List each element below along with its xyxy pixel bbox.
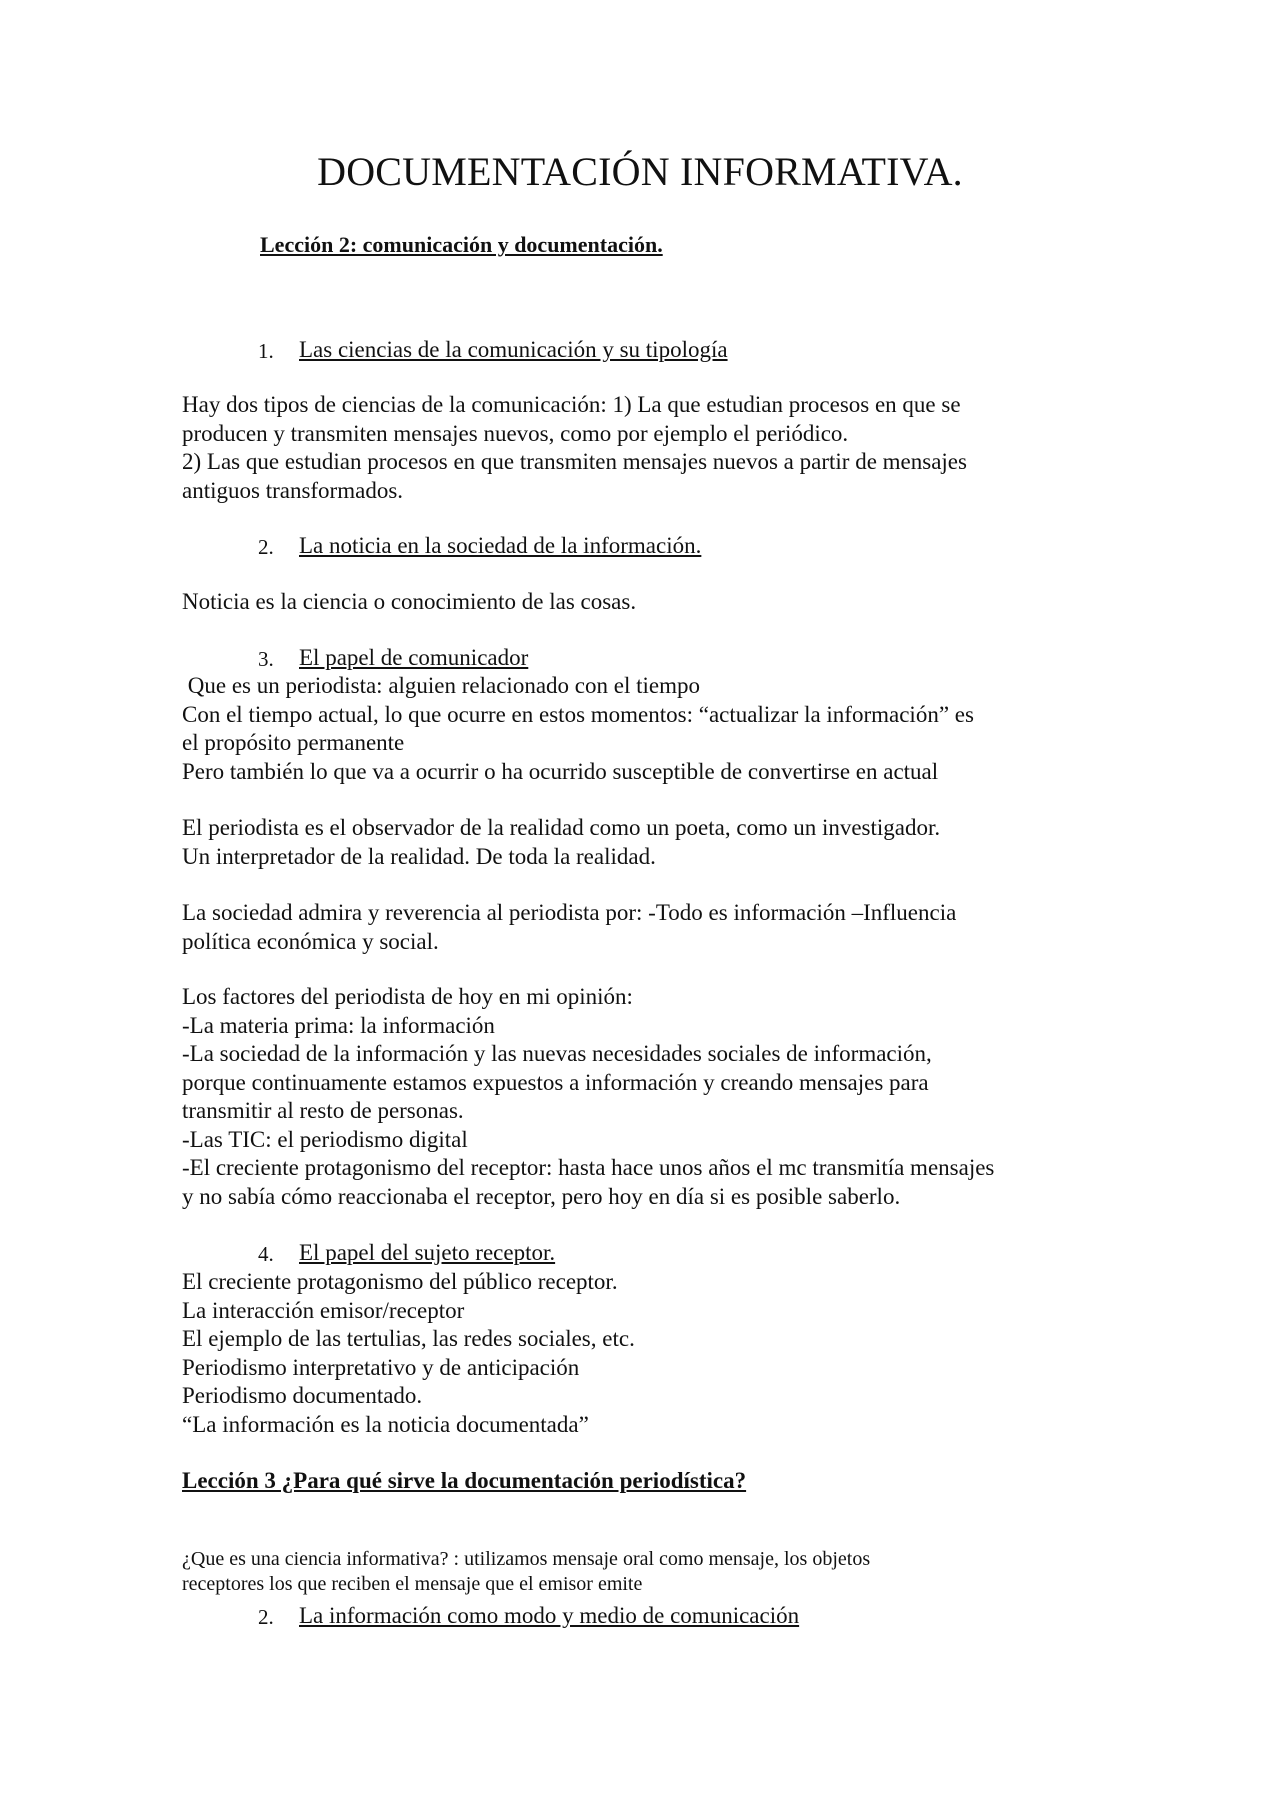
paragraph-line: Periodismo documentado. <box>182 1383 423 1408</box>
section-1-number: 1. <box>258 339 274 363</box>
paragraph-line: El periodista es el observador de la realidad como un poeta, como un investigador. <box>182 815 941 840</box>
section-3-paragraph-1 <box>182 672 1122 786</box>
section-3-paragraph-3 <box>182 899 1122 956</box>
paragraph-line: porque continuamente estamos expuestos a información y creando mensajes para <box>182 1069 929 1095</box>
paragraph-line: Pero también lo que va a ocurrir o ha ocurrido susceptible de convertirse en actual <box>182 758 939 784</box>
section-4-title: El papel del sujeto receptor. <box>299 1240 556 1265</box>
paragraph-line: El creciente protagonismo del público receptor. <box>182 1269 618 1294</box>
paragraph-line: “La información es la noticia documentada” <box>182 1411 589 1437</box>
paragraph-line: y no sabía cómo reaccionaba el receptor, pero hoy en día si es posible saberlo. <box>182 1183 901 1209</box>
section-2-number: 2. <box>258 535 274 559</box>
paragraph-line: Periodismo interpretativo y de anticipación <box>182 1354 580 1380</box>
section-2-title: La noticia en la sociedad de la información. <box>299 533 702 558</box>
paragraph-line: receptores los que reciben el mensaje que el emisor emite <box>182 1573 643 1595</box>
paragraph-line: 2) Las que estudian procesos en que transmiten mensajes nuevos a partir de mensajes <box>182 449 967 474</box>
section-3-title: El papel de comunicador <box>299 645 529 670</box>
paragraph-line: La interacción emisor/receptor <box>182 1297 465 1323</box>
section-3-number: 3. <box>258 647 274 671</box>
lesson-3-section-title: La información como modo y medio de comunicación <box>299 1603 800 1628</box>
paragraph-line: La sociedad admira y reverencia al periodista por: -Todo es información –Influencia <box>182 900 957 925</box>
lesson-3-section-number: 2. <box>258 1605 274 1629</box>
section-3-paragraph-4 <box>182 983 1122 1211</box>
lesson-2-heading: Lección 2: comunicación y documentación. <box>260 232 663 257</box>
section-2-paragraph <box>182 588 1122 617</box>
paragraph-line: El ejemplo de las tertulias, las redes sociales, etc. <box>182 1326 635 1351</box>
paragraph-line: Con el tiempo actual, lo que ocurre en estos momentos: “actualizar la información” es <box>182 701 974 727</box>
section-3-paragraph-2 <box>182 814 1122 871</box>
section-4-number: 4. <box>258 1242 274 1266</box>
paragraph-line: Noticia es la ciencia o conocimiento de las cosas. <box>182 589 637 614</box>
paragraph-line: -La sociedad de la información y las nuevas necesidades sociales de información, <box>182 1041 932 1066</box>
lesson-3-heading: Lección 3 ¿Para qué sirve la documentación periodística? <box>182 1468 747 1493</box>
paragraph-line: el propósito permanente <box>182 730 405 755</box>
paragraph-line: Hay dos tipos de ciencias de la comunicación: 1) La que estudian procesos en que se <box>182 392 961 417</box>
paragraph-line: -La materia prima: la información <box>182 1012 495 1038</box>
paragraph-line: antiguos transformados. <box>182 477 404 503</box>
paragraph-line: política económica y social. <box>182 928 439 954</box>
paragraph-line: producen y transmiten mensajes nuevos, como por ejemplo el periódico. <box>182 420 849 446</box>
paragraph-line: Los factores del periodista de hoy en mi opinión: <box>182 984 633 1009</box>
paragraph-line: -El creciente protagonismo del receptor: hasta hace unos años el mc transmitía mensajes <box>182 1155 995 1180</box>
paragraph-line: -Las TIC: el periodismo digital <box>182 1126 468 1152</box>
lesson-3-paragraph <box>182 1547 1122 1597</box>
section-1-paragraph <box>182 391 1122 505</box>
document-title: DOCUMENTACIÓN INFORMATIVA. <box>317 149 963 194</box>
paragraph-line: transmitir al resto de personas. <box>182 1098 464 1123</box>
paragraph-line: Un interpretador de la realidad. De toda la realidad. <box>182 843 656 869</box>
paragraph-line: Que es un periodista: alguien relacionado con el tiempo <box>182 673 700 698</box>
section-4-paragraph <box>182 1268 1122 1439</box>
section-1-title: Las ciencias de la comunicación y su tipología <box>299 337 728 362</box>
paragraph-line: ¿Que es una ciencia informativa? : utilizamos mensaje oral como mensaje, los objetos <box>182 1548 871 1570</box>
